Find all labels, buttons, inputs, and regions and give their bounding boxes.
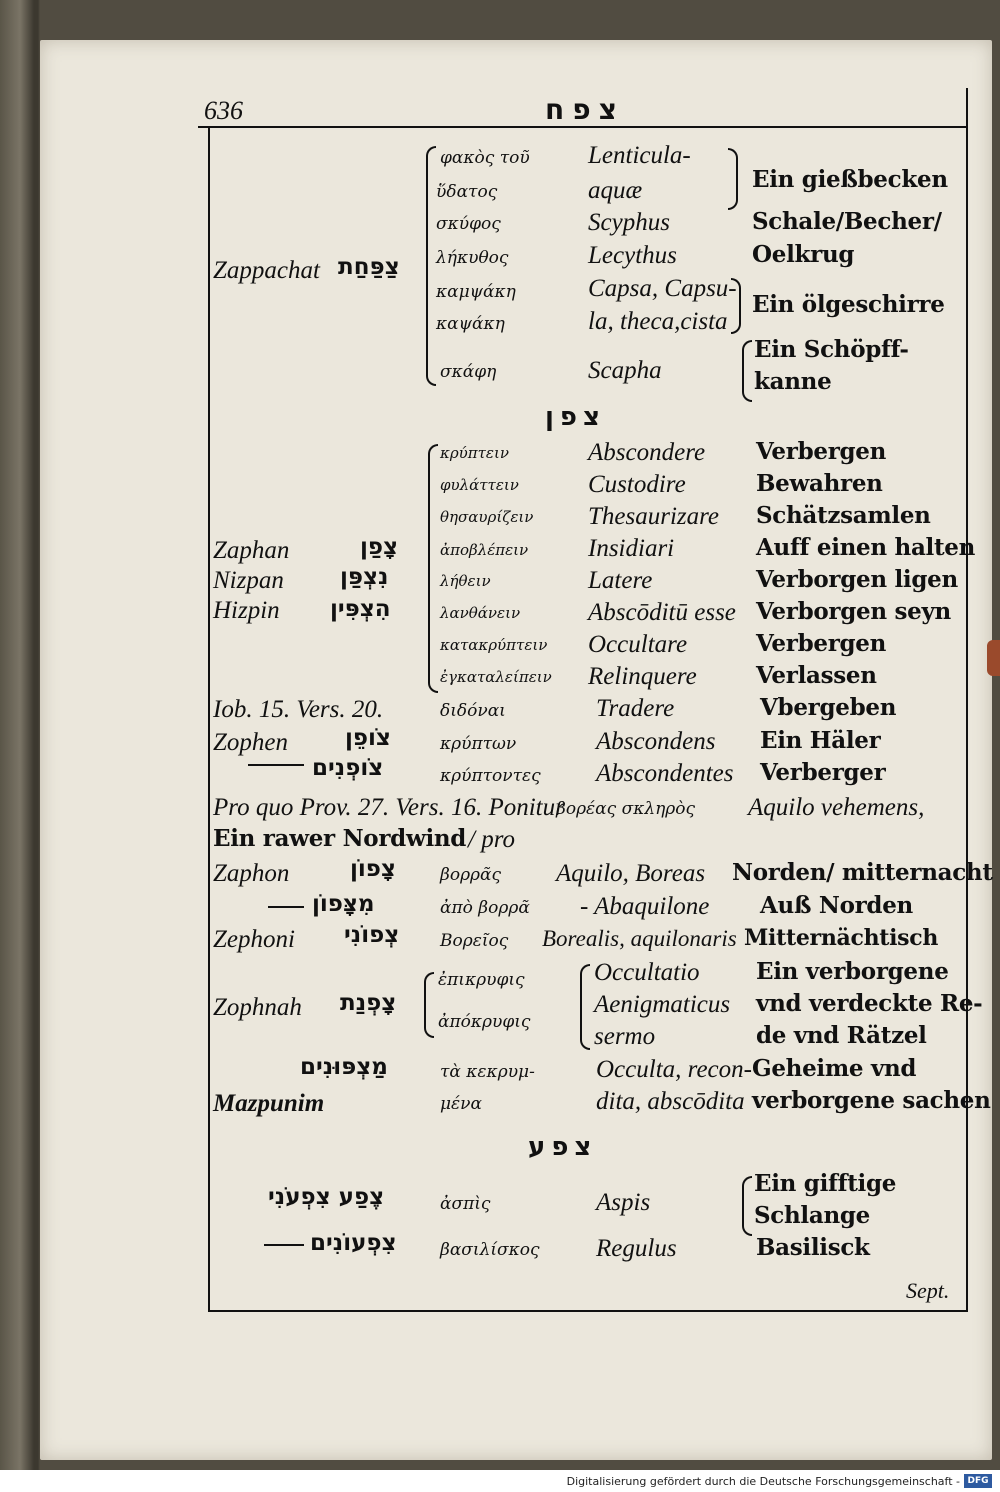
zipheoni-greek: βασιλίσκος: [440, 1240, 540, 1260]
zaphan-greek-2: θησαυρίζειν: [440, 508, 534, 526]
dash-line: [248, 764, 304, 766]
zaphan-latin-0: Abscondere: [588, 439, 706, 466]
zaphan-latin-6: Occultare: [588, 631, 688, 658]
zephoni-hebrew: צְפוֹנִי: [344, 922, 400, 948]
section2-heading: צפן: [545, 402, 606, 432]
mizaphon-hebrew: מִצָּפוֹן: [312, 891, 375, 917]
prov-line-text: Pro quo Prov. 27. Vers. 16. Ponitur: [213, 794, 565, 821]
zaphan-greek-1: φυλάττειν: [440, 476, 519, 494]
page-tab-marker: [987, 640, 1000, 676]
zappachat-translit: Zappachat: [213, 257, 320, 284]
zophnah-german-3: de vnd Rätzel: [756, 1022, 927, 1049]
zaphan-german-0: Verbergen: [756, 438, 887, 465]
zophen-translit: Zophen: [213, 729, 288, 756]
zepha-brace: [742, 1176, 752, 1236]
catchword: Sept.: [906, 1278, 950, 1303]
zephoni-greek: Βορεῖος: [440, 931, 509, 951]
zaphan-greek-3: ἀποβλέπειν: [440, 541, 529, 559]
zophnah-latin-2: Aenigmaticus: [594, 991, 731, 1018]
zaphan-german-10: Verberger: [760, 759, 886, 786]
footer-bar: [0, 1470, 1000, 1492]
zipheoni-latin: Regulus: [596, 1235, 677, 1262]
dash-line-3: [264, 1244, 304, 1246]
zipheoni-hebrew: צִפְעוֹנִים: [310, 1230, 397, 1256]
zaphan-german-2: Schätzsamlen: [756, 502, 931, 529]
zappachat-hebrew: צַפַּחַת: [338, 254, 400, 280]
zophnah-translit: Zophnah: [213, 994, 302, 1021]
zepha-hebrew: צֶפַע צִפְעֹנִי: [268, 1184, 385, 1210]
brace-r5: [731, 278, 741, 334]
mazpunim-latin-1: Occulta, recon-: [596, 1056, 752, 1083]
zaphan-german-9: Ein Häler: [760, 727, 881, 754]
zepha-greek: ἀσπὶς: [440, 1194, 491, 1214]
brace-r1: [728, 148, 738, 210]
frame-top: [198, 126, 968, 128]
zophnah-latin-1: Occultatio: [594, 959, 700, 986]
nizpan-translit: Nizpan: [213, 567, 284, 594]
zophen-hebrew: צֹופֵן: [345, 725, 391, 751]
latin-r3: Scyphus: [588, 209, 670, 236]
mizaphon-greek: ἀπὸ βορρᾶ: [440, 898, 530, 918]
prov-line-latin: Aquilo vehemens,: [748, 794, 925, 821]
zophnah-latin-brace: [580, 964, 590, 1050]
section3-heading: צפע: [528, 1132, 598, 1162]
mazpunim-latin-2: dita, abscōdita: [596, 1088, 745, 1115]
frame-bottom: [208, 1310, 968, 1312]
zophnah-hebrew: צָפְנַת: [340, 990, 397, 1016]
zaphon-german: Norden/ mitternacht: [732, 859, 993, 886]
latin-r2: aquæ: [588, 177, 643, 204]
zaphan-german-1: Bewahren: [756, 470, 883, 497]
zaphan-greek-6: κατακρύπτειν: [440, 636, 548, 654]
zaphan-latin-4: Latere: [588, 567, 653, 594]
latin-r5: Capsa, Capsu-: [588, 275, 737, 302]
mazpunim-german-2: verborgene sachen: [752, 1087, 991, 1114]
frame-left: [208, 126, 210, 1311]
mazpunim-translit: Mazpunim: [213, 1090, 325, 1117]
zaphan-latin-10: Abscondentes: [596, 760, 734, 787]
zephoni-latin: Borealis, aquilonaris: [542, 926, 737, 951]
page-number: 636: [204, 96, 243, 125]
mazpunim-hebrew: מַצְפּוּנִים: [300, 1054, 388, 1080]
zappachat-brace: [426, 146, 436, 386]
zepha-latin: Aspis: [596, 1189, 651, 1216]
brace-r7: [742, 340, 752, 402]
zaphan-greek-10: κρύπτοντες: [440, 766, 541, 786]
greek-r2: ὕδατος: [436, 182, 498, 202]
zaphan-latin-9: Abscondens: [596, 728, 716, 755]
zophnah-latin-3: sermo: [594, 1023, 656, 1050]
hizpin-hebrew: הִצְפִּין: [330, 596, 391, 622]
german-r3: Schale/Becher/: [752, 208, 942, 235]
german-r2: Ein gießbecken: [752, 166, 948, 193]
greek-r1: φακὸς τοῦ: [440, 148, 530, 168]
zaphan-greek-7: ἐγκαταλείπειν: [440, 668, 552, 686]
zaphan-german-4: Verborgen ligen: [756, 566, 958, 593]
zaphan-latin-7: Relinquere: [588, 663, 697, 690]
zaphan-translit: Zaphan: [213, 537, 290, 564]
prov-line-greek: βορέας σκληρὸς: [556, 799, 696, 819]
zaphan-german-8: Vbergeben: [760, 694, 897, 721]
zaphan-brace: [428, 444, 438, 693]
greek-r5: καμψάκη: [436, 282, 516, 302]
zipheoni-german: Basilisck: [756, 1234, 870, 1261]
zaphon-hebrew: צָפוֹן: [350, 856, 396, 882]
latin-r6: la, theca,cista: [588, 308, 728, 335]
prov-line2-latin: / pro: [468, 826, 515, 853]
zaphon-latin: Aquilo, Boreas: [556, 860, 706, 887]
nizpan-hebrew: נִצְפַּן: [340, 564, 389, 590]
latin-r1: Lenticula-: [588, 142, 691, 169]
footer-text: Digitalisierung gefördert durch die Deutsche Forschungsgemeinschaft -: [566, 1475, 960, 1488]
mazpunim-greek-1: τὰ κεκρυμ-: [440, 1062, 535, 1082]
greek-r6: καψάκη: [436, 314, 505, 334]
hizpin-translit: Hizpin: [213, 597, 280, 624]
page-heading: צפח: [545, 93, 625, 126]
zaphan-greek-9: κρύπτων: [440, 734, 517, 754]
zepha-german-2: Schlange: [754, 1202, 871, 1229]
zophnah-brace: [424, 972, 434, 1038]
greek-r4: λήκυθος: [436, 248, 509, 268]
zaphan-german-6: Verbergen: [756, 630, 887, 657]
zaphan-latin-2: Thesaurizare: [588, 503, 720, 530]
job-reference: Iob. 15. Vers. 20.: [213, 696, 384, 723]
zaphan-hebrew: צָפַן: [360, 534, 399, 560]
zaphan-german-5: Verborgen seyn: [756, 598, 951, 625]
zophen-hebrew2: צֹופְנִים: [312, 755, 384, 781]
german-r7b: kanne: [754, 368, 832, 395]
zophnah-greek-1: ἐπικρυφις: [438, 970, 525, 990]
greek-r3: σκύφος: [436, 214, 501, 234]
zophnah-german-2: vnd verdeckte Re-: [756, 990, 983, 1017]
zaphan-greek-5: λανθάνειν: [440, 604, 521, 622]
zaphan-german-3: Auff einen halten: [756, 534, 976, 561]
zepha-german-1: Ein gifftige: [754, 1170, 897, 1197]
zaphan-latin-1: Custodire: [588, 471, 686, 498]
german-r6: Ein ölgeschirre: [752, 291, 945, 318]
dash-line-2: [268, 906, 304, 908]
mazpunim-german-1: Geheime vnd: [752, 1055, 917, 1082]
mizaphon-latin: - Abaquilone: [580, 893, 710, 920]
zaphan-german-7: Verlassen: [756, 662, 877, 689]
zephoni-german: Mitternächtisch: [744, 925, 939, 951]
latin-r7: Scapha: [588, 357, 662, 384]
zaphon-greek: βορρᾶς: [440, 865, 502, 885]
zophnah-greek-2: ἀπόκρυφις: [438, 1012, 531, 1032]
zephoni-translit: Zephoni: [213, 926, 295, 953]
zaphan-greek-4: λήθειν: [440, 572, 491, 590]
greek-r7: σκάφη: [440, 362, 497, 382]
german-r4: Oelkrug: [752, 241, 855, 268]
zaphan-latin-3: Insidiari: [588, 535, 675, 562]
zaphan-greek-0: κρύπτειν: [440, 444, 509, 462]
zaphan-greek-8: διδόναι: [440, 701, 506, 721]
mizaphon-german: Auß Norden: [760, 892, 913, 919]
zaphon-translit: Zaphon: [213, 860, 290, 887]
german-r7: Ein Schöpff-: [754, 336, 909, 363]
zaphan-latin-5: Abscōditū esse: [588, 599, 736, 626]
frame-right: [966, 88, 968, 1311]
dfg-logo: DFG: [964, 1474, 992, 1488]
zaphan-latin-8: Tradere: [596, 695, 675, 722]
zophnah-german-1: Ein verborgene: [756, 958, 949, 985]
prov-line2-german: Ein rawer Nordwind: [213, 825, 467, 852]
latin-r4: Lecythus: [588, 242, 677, 269]
mazpunim-greek-2: μένα: [440, 1094, 482, 1114]
